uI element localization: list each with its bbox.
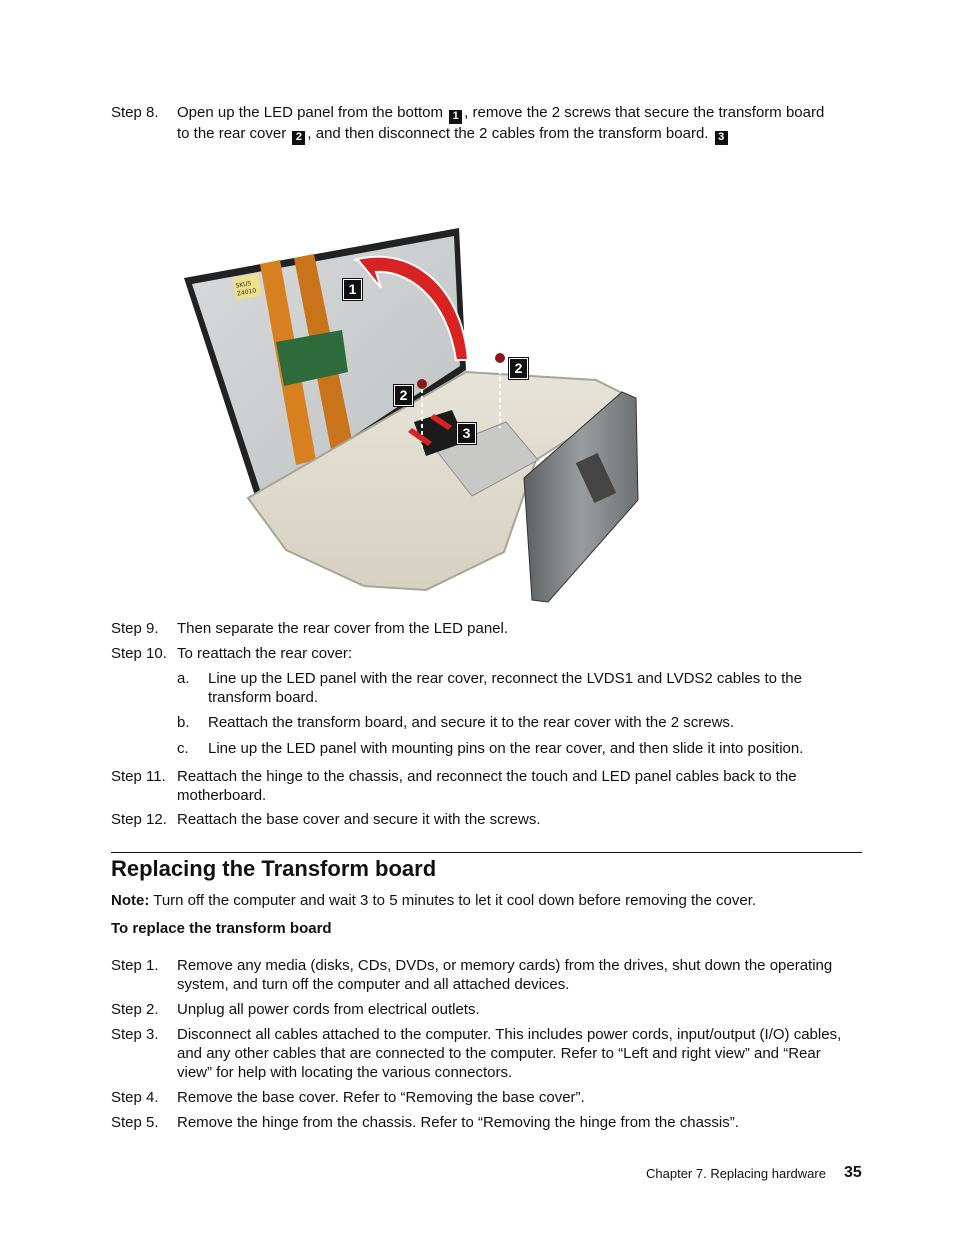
figure-callout-2-right: 2 [509,358,528,379]
step-10-number: Step 10. [111,645,167,662]
callout-3-badge: 3 [715,131,728,145]
step-2-number: Step 2. [111,1001,159,1018]
laptop-disassembly-figure [176,160,644,610]
step-9-number: Step 9. [111,620,159,637]
substep-a-text: Line up the LED panel with the rear cover, reconnect the LVDS1 and LVDS2 cables to the transform board. [208,670,802,706]
panel-sticker-line2: Z4010 [236,287,257,298]
note-text: Turn off the computer and wait 3 to 5 minutes to let it cool down before removing the cover. [149,892,757,909]
section-divider [111,852,862,853]
callout-1-badge: 1 [449,110,462,124]
procedure-heading: To replace the transform board [111,920,332,937]
step-8-text-part4: , and then disconnect the 2 cables from the transform board. [307,125,709,142]
substep-b-letter: b. [177,714,190,731]
step-10-text: To reattach the rear cover: [177,645,353,662]
step-1-number: Step 1. [111,957,159,974]
figure-callout-2-left: 2 [394,385,413,406]
footer-chapter: Chapter 7. Replacing hardware [646,1166,826,1181]
note-label: Note: [111,892,150,909]
substep-b-text: Reattach the transform board, and secure it to the rear cover with the 2 screws. [208,714,735,731]
step-3-number: Step 3. [111,1026,159,1043]
step-8-text-part3: to the rear cover [177,125,287,142]
step-8-text-part2: , remove the 2 screws that secure the transform board [464,104,825,121]
note-paragraph [111,891,862,910]
step-9-text: Then separate the rear cover from the LED panel. [177,620,509,637]
step-4-text: Remove the base cover. Refer to “Removing the base cover”. [177,1089,585,1106]
substep-c-letter: c. [177,740,189,757]
step-5-text: Remove the hinge from the chassis. Refer to “Removing the hinge from the chassis”. [177,1114,739,1131]
callout-2-badge: 2 [292,131,305,145]
substep-c-text: Line up the LED panel with mounting pins on the rear cover, and then slide it into position. [208,740,804,757]
page-number: 35 [844,1164,862,1181]
step-1-text: Remove any media (disks, CDs, DVDs, or memory cards) from the drives, shut down the operating system, and turn off the computer and all attached devices. [177,957,833,993]
step-11-number: Step 11. [111,768,166,785]
section-title: Replacing the Transform board [111,856,437,881]
step-4-number: Step 4. [111,1089,159,1106]
step-5-number: Step 5. [111,1114,159,1131]
figure-callout-1: 1 [343,279,362,300]
screw-icon-right [495,353,505,363]
step-8-text-part1: Open up the LED panel from the bottom [177,104,443,121]
step-11-text: Reattach the hinge to the chassis, and reconnect the touch and LED panel cables back to the motherboard. [177,768,797,804]
step-8-text [177,103,862,145]
substep-a-letter: a. [177,670,190,687]
panel-sticker-line1: SKUS [235,280,252,290]
step-12-text: Reattach the base cover and secure it with the screws. [177,811,541,828]
step-3-text: Disconnect all cables attached to the computer. This includes power cords, input/output (I/O) cables, and any other cables that are connected to the computer. Refer to “Left and right view” and “Rear view” for help with locating the various connectors. [177,1026,842,1081]
screw-icon-left [417,379,427,389]
figure-callout-3: 3 [457,423,476,444]
step-12-number: Step 12. [111,811,167,828]
step-2-text: Unplug all power cords from electrical outlets. [177,1001,480,1018]
step-8-number: Step 8. [111,104,159,121]
